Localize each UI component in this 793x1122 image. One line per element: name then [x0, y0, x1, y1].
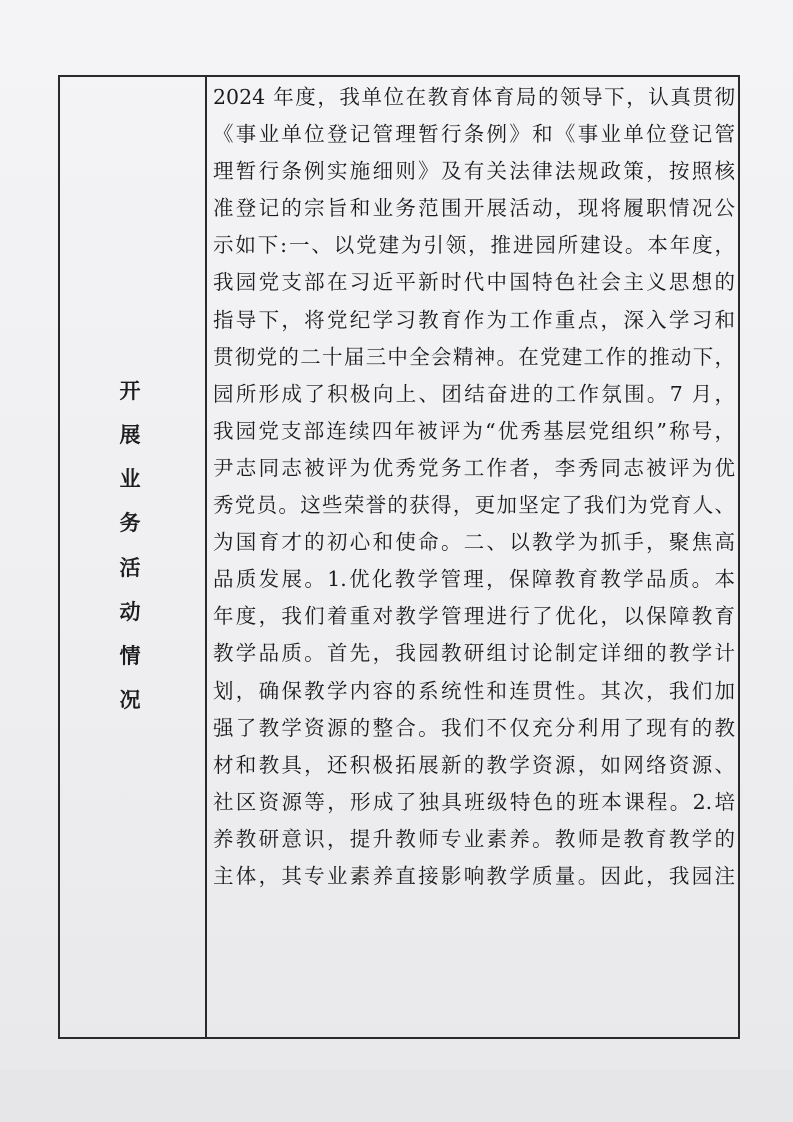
row-label — [110, 380, 150, 710]
text-line: 我园党支部连续四年被评为“优秀基层党组织”称号， — [213, 418, 735, 443]
text-line: 划，确保教学内容的系统性和连贯性。其次，我们加 — [213, 678, 735, 703]
row-label-char: 务 — [119, 510, 141, 536]
text-line: 尹志同志被评为优秀党务工作者，李秀同志被评为优 — [213, 455, 735, 480]
text-line: 我园党支部在习近平新时代中国特色社会主义思想的 — [213, 270, 735, 295]
text-line: 指导下，将党纪学习教育作为工作重点，深入学习和 — [213, 307, 735, 332]
text-line: 社区资源等，形成了独具班级特色的班本课程。2.培 — [213, 789, 735, 814]
text-line: 年度，我们着重对教学管理进行了优化，以保障教育 — [213, 604, 735, 629]
text-line: 主体，其专业素养直接影响教学质量。因此，我园注 — [213, 863, 735, 888]
row-label-char: 况 — [119, 686, 141, 712]
row-label-char: 业 — [119, 466, 141, 492]
row-label-char: 活 — [119, 554, 141, 580]
text-line: 品质发展。1.优化教学管理，保障教育教学品质。本 — [213, 567, 735, 592]
text-line: 养教研意识，提升教师专业素养。教师是教育教学的 — [213, 826, 735, 851]
text-line: 2024 年度，我单位在教育体育局的领导下，认真贯彻 — [213, 85, 735, 109]
text-line: 《事业单位登记管理暂行条例》和《事业单位登记管 — [213, 122, 735, 147]
column-divider — [205, 75, 207, 1039]
row-label-char: 开 — [119, 378, 141, 403]
text-line: 理暂行条例实施细则》及有关法律法规政策，按照核 — [213, 159, 735, 184]
row-label-char: 情 — [119, 642, 141, 668]
row-label-char: 展 — [119, 422, 141, 448]
text-line: 强了教学资源的整合。我们不仅充分利用了现有的教 — [213, 715, 735, 740]
text-line: 为国育才的初心和使命。二、以教学为抓手，聚焦高 — [213, 530, 735, 555]
page-bottom-shadow — [0, 1070, 793, 1122]
text-line: 准登记的宗旨和业务范围开展活动，现将履职情况公 — [213, 196, 735, 221]
text-line: 秀党员。这些荣誉的获得，更加坚定了我们为党育人、 — [213, 493, 735, 518]
text-line: 园所形成了积极向上、团结奋进的工作氛围。7 月， — [213, 381, 735, 406]
text-line: 教学品质。首先，我园教研组讨论制定详细的教学计 — [213, 641, 735, 666]
row-label-char: 动 — [119, 598, 141, 624]
text-line: 贯彻党的二十届三中全会精神。在党建工作的推动下， — [213, 344, 735, 369]
text-line: 材和教具，还积极拓展新的教学资源，如网络资源、 — [213, 752, 735, 777]
text-line: 示如下:一、以党建为引领，推进园所建设。本年度， — [213, 233, 735, 258]
activity-report-text — [213, 79, 735, 895]
